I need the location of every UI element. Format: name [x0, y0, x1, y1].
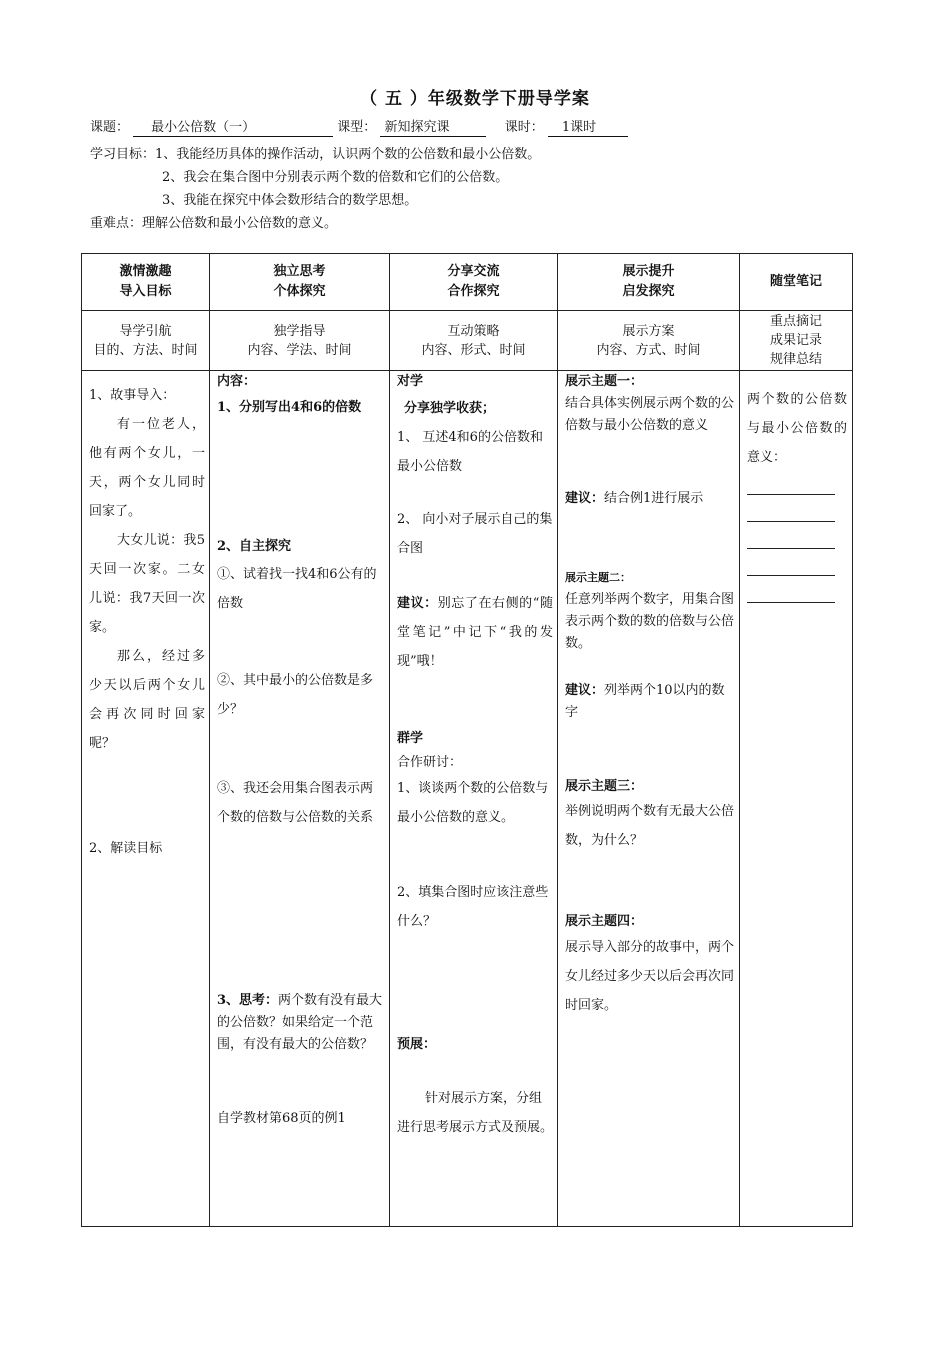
group-study: 群学 — [397, 731, 424, 746]
suggest-2 — [565, 680, 735, 724]
suggest-1-label: 建议： — [565, 491, 605, 506]
key-point: 重难点：理解公倍数和最小公倍数的意义。 — [90, 216, 338, 231]
content-col-4 — [558, 371, 740, 1227]
topic-value: 最小公倍数（一） — [133, 120, 333, 137]
theme-2-text: 任意列举两个数字，用集合图表示两个数的数的倍数与公倍数。 — [565, 592, 735, 651]
content-col-2 — [210, 371, 390, 1227]
content-label: 内容： — [217, 374, 257, 389]
share-2: 2、 向小对子展示自己的集合图 — [397, 512, 553, 556]
header-col-5: 随堂笔记 — [740, 254, 853, 311]
hours-value: 1课时 — [548, 120, 628, 137]
pair-study: 对学 — [397, 374, 424, 389]
theme-3-text: 举例说明两个数有无最大公倍数，为什么？ — [565, 804, 735, 848]
group-sub: 合作研讨： — [397, 755, 463, 770]
goal-2: 2、我会在集合图中分别表示两个数的倍数和它们的公倍数。 — [162, 170, 509, 185]
lesson-meta — [90, 116, 628, 137]
topic-label: 课题： — [90, 120, 130, 135]
story-title: 1、故事导入： — [89, 388, 176, 403]
subheader-col-3: 互动策略 内容、形式、时间 — [390, 311, 558, 371]
suggest-text: 别忘了在右侧的“随堂笔记”中记下“我的发现”哦！ — [397, 596, 553, 669]
subheader-row — [82, 311, 853, 371]
think-block — [217, 990, 385, 1056]
group-1: 1、谈谈两个数的公倍数与最小公倍数的意义。 — [397, 781, 549, 825]
explore-title: 2、自主探究 — [217, 539, 292, 554]
story-p1: 有一位老人，他有两个女儿，一天，两个女儿同时回家了。 — [89, 417, 205, 519]
guide-table — [81, 253, 853, 1227]
subheader-col-1: 导学引航 目的、方法、时间 — [82, 311, 210, 371]
page-title: （ 五 ）年级数学下册导学案 — [360, 89, 590, 109]
theme-3-title: 展示主题三： — [565, 779, 644, 794]
theme-4-text: 展示导入部分的故事中，两个女儿经过多少天以后会再次同时回家。 — [565, 940, 735, 1013]
header-row — [82, 254, 853, 311]
note-blank-line[interactable] — [747, 549, 835, 576]
explore-2: ②、其中最小的公倍数是多少？ — [217, 673, 374, 717]
think-text: 两个数有没有最大的公倍数？如果给定一个范围，有没有最大的公倍数？ — [217, 993, 383, 1052]
theme-2-title: 展示主题二： — [565, 571, 631, 584]
subheader-col-4: 展示方案 内容、方式、时间 — [558, 311, 740, 371]
note-blank-line[interactable] — [747, 576, 835, 603]
group-2: 2、填集合图时应该注意些什么？ — [397, 885, 549, 929]
header-col-1: 激情激趣 导入目标 — [82, 254, 210, 311]
note-blanks — [747, 468, 835, 603]
note-blank-line[interactable] — [747, 468, 835, 495]
goals-label: 学习目标： — [90, 147, 156, 162]
think-label: 3、思考： — [217, 993, 279, 1008]
note-blank-line[interactable] — [747, 522, 835, 549]
story-p2: 大女儿说：我5天回一次家。二女儿说：我7天回一次家。 — [89, 533, 205, 635]
suggest-2-text: 列举两个10以内的数字 — [565, 683, 725, 720]
question-1: 1、分别写出4和6的倍数 — [217, 400, 362, 415]
content-col-5 — [740, 371, 853, 1227]
goal-1: 1、我能经历具体的操作活动，认识两个数的公倍数和最小公倍数。 — [155, 147, 541, 162]
note-blank-line[interactable] — [747, 495, 835, 522]
explore-1: ①、试着找一找4和6公有的倍数 — [217, 567, 377, 611]
theme-1-title: 展示主题一： — [565, 374, 644, 389]
suggest-1-text: 结合例1进行展示 — [604, 491, 704, 506]
preview-label: 预展： — [397, 1037, 437, 1052]
suggest-block — [397, 589, 553, 676]
theme-1-text: 结合具体实例展示两个数的公倍数与最小公倍数的意义 — [565, 396, 735, 433]
header-col-2: 独立思考 个体探究 — [210, 254, 390, 311]
goal-interpret: 2、解读目标 — [89, 841, 163, 856]
header-col-3: 分享交流 合作探究 — [390, 254, 558, 311]
suggest-2-label: 建议： — [565, 683, 605, 698]
type-label: 课型： — [337, 120, 377, 135]
content-col-1 — [82, 371, 210, 1227]
suggest-1 — [565, 488, 703, 509]
goal-line-1 — [90, 143, 540, 162]
subheader-col-5: 重点摘记 成果记录 规律总结 — [740, 311, 853, 371]
suggest-label: 建议： — [397, 596, 438, 611]
subheader-col-2: 独学指导 内容、学法、时间 — [210, 311, 390, 371]
note-text: 两个数的公倍数与最小公倍数的意义： — [747, 392, 847, 465]
share-title: 分享独学收获； — [404, 401, 496, 416]
type-value: 新知探究课 — [380, 120, 486, 137]
preview-text: 针对展示方案，分组进行思考展示方式及预展。 — [397, 1091, 554, 1135]
story-p3: 那么，经过多少天以后两个女儿会再次同时回家呢？ — [89, 649, 205, 751]
self-study: 自学教材第68页的例1 — [217, 1111, 346, 1126]
goal-3: 3、我能在探究中体会数形结合的数学思想。 — [162, 193, 418, 208]
header-col-4: 展示提升 启发探究 — [558, 254, 740, 311]
theme-4-title: 展示主题四： — [565, 914, 644, 929]
story-block — [89, 381, 205, 758]
content-row — [82, 371, 853, 1227]
hours-label: 课时： — [504, 120, 544, 135]
content-col-3 — [390, 371, 558, 1227]
explore-3: ③、我还会用集合图表示两个数的倍数与公倍数的关系 — [217, 781, 374, 825]
share-1: 1、 互述4和6的公倍数和最小公倍数 — [397, 430, 543, 474]
